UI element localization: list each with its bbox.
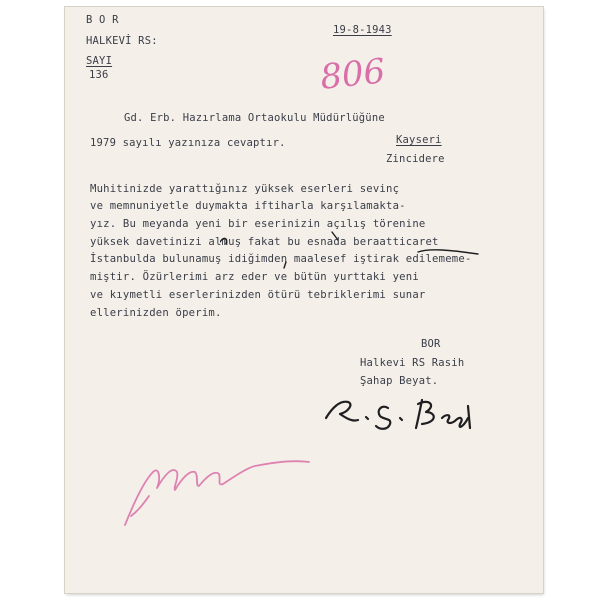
pink-pencil-scribble (115, 440, 315, 530)
sayi-label: SAYI (86, 55, 113, 67)
body-line-8: ellerinizden öperim. (90, 307, 222, 319)
signature-title: Halkevi RS Rasih (360, 357, 465, 369)
body-line-4: yüksek davetinizi almuş fakat bu esnada beraatticaret (90, 236, 439, 248)
body-line-6: miştir. Özürlerimi arz eder ve bütün yurttaki yeni (90, 271, 419, 283)
body-line-2: ve memnuniyetle duymakta iftiharla karşılamakta- (90, 200, 406, 212)
body-line-5: İstanbulda bulunamuş idiğimden maalesef iştirak edilememe- (90, 253, 472, 265)
letter-date: 19-8-1943 (333, 24, 392, 36)
reference-line: 1979 sayılı yazınıza cevaptır. (90, 137, 286, 149)
recipient-district: Zincidere (386, 153, 445, 165)
pink-number-806-text: 806 (318, 52, 388, 92)
org-line-1: B O R (86, 14, 119, 26)
sayi-number: 136 (89, 69, 109, 81)
handwritten-signature (318, 390, 498, 435)
signature-name: Şahap Beyat. (360, 375, 439, 387)
recipient-city: Kayseri (396, 134, 442, 146)
body-line-7: ve kıymetli eserlerinizden ötürü tebriklerimi sunar (90, 289, 426, 301)
pink-number-806 (318, 52, 398, 92)
ink-correction-marks (220, 228, 490, 273)
recipient-line: Gd. Erb. Hazırlama Ortaokulu Müdürlüğüne (124, 112, 385, 124)
body-line-3: yız. Bu meyanda yeni bir eserinizin açılış törenine (90, 218, 426, 230)
org-line-2: HALKEVİ RS: (86, 35, 158, 47)
body-line-1: Muhitinizde yarattığınız yüksek eserleri sevinç (90, 183, 400, 195)
signature-org: BOR (421, 338, 441, 350)
